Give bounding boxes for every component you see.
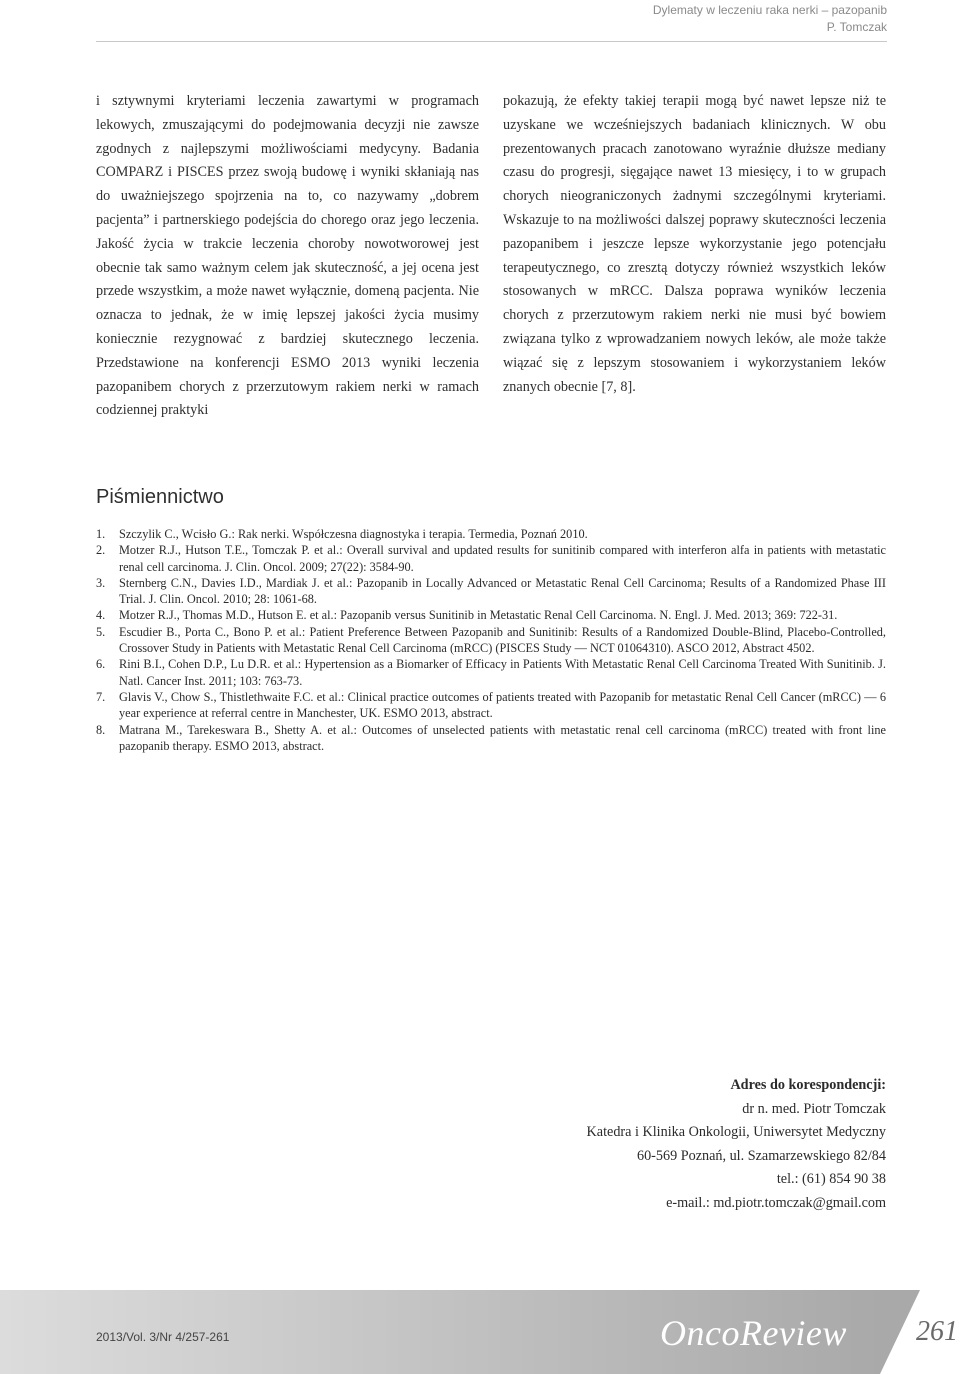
reference-number: 5. xyxy=(96,624,106,639)
reference-text: Sternberg C.N., Davies I.D., Mardiak J. et al.: Pazopanib in Locally Advanced or Metastatic Renal Cell Carcinoma; Results of a Randomized Phase III Trial. J. Clin. Oncol. 2010; 28: 1061-68. xyxy=(119,575,886,607)
header-divider xyxy=(96,41,887,42)
reference-item xyxy=(96,542,886,575)
reference-text: Matrana M., Tarekeswara B., Shetty A. et al.: Outcomes of unselected patients with metastatic renal cell carcinoma (mRCC) treated with front line pazopanib therapy. ESMO 2013, abstract. xyxy=(119,722,886,753)
footer-issue: 2013/Vol. 3/Nr 4/257-261 xyxy=(96,1330,230,1344)
reference-text: Motzer R.J., Thomas M.D., Hutson E. et al.: Pazopanib versus Sunitinib in Metastatic Renal Cell Carcinoma. N. Engl. J. Med. 2013; 369: 722-31. xyxy=(119,608,838,623)
references-heading: Piśmiennictwo xyxy=(96,486,224,508)
reference-item xyxy=(96,526,886,542)
reference-text: Rini B.I., Cohen D.P., Lu D.R. et al.: Hypertension as a Biomarker of Efficacy in Patients With Metastatic Renal Cell Carcinoma Treated With Sunitinib. J. Natl. Cancer Inst. 2011; 103: 763-73. xyxy=(119,657,886,688)
body-column-left: i sztywnymi kryteriami leczenia zawartymi w programach lekowych, zmuszającymi do podejmowania decyzji nie zawsze zgodnych z najlepszymi możliwościami medycyny. Badania COMPARZ i PISCES przez swoją budowę i wyniki skłaniają nas do uważniejszego spojrzenia na to, co nazywamy „dobrem pacjenta” i partnerskiego podejścia do chorego oraz jego leczenia. Jakość życia w trakcie leczenia choroby nowotworowej jest obecnie tak samo ważnym celem jak skuteczność, a jej ocena jest przede wszystkim, a może nawet wyłącznie, domeną pacjenta. Nie oznacza to jednak, że w imię lepszej jakości życia musimy koniecznie rezygnować z bardziej skutecznego leczenia. Przedstawione na konferencji ESMO 2013 wyniki leczenia pazopanibem chorych z przerzutowym rakiem nerki w ramach codziennej praktyki xyxy=(96,93,479,419)
running-header-author: P. Tomczak xyxy=(826,20,887,34)
reference-text: Escudier B., Porta C., Bono P. et al.: Patient Preference Between Pazopanib and Sunitinib: Results of a Randomized Double-Blind, Placebo-Controlled, Crossover Study in Patients with Metastatic Renal Cell Carcinoma (mRCC) (PISCES Study — NCT 01064310). ASCO 2012, Abstract 4502. xyxy=(119,624,886,656)
correspondence-phone: tel.: (61) 854 90 38 xyxy=(776,1171,886,1187)
reference-item xyxy=(96,624,886,657)
reference-text: Szczylik C., Wcisło G.: Rak nerki. Współczesna diagnostyka i terapia. Termedia, Poznań 2010. xyxy=(119,527,588,541)
correspondence-affiliation: Katedra i Klinika Onkologii, Uniwersytet Medyczny xyxy=(586,1124,886,1140)
reference-item xyxy=(96,575,886,608)
reference-text: Glavis V., Chow S., Thistlethwaite F.C. et al.: Clinical practice outcomes of patients treated with Pazopanib for metastatic Renal Cell Cancer (mRCC) — 6 year experience at referral centre in Manchester, UK. ESMO 2013, abstract. xyxy=(119,689,886,721)
body-column-right: pokazują, że efekty takiej terapii mogą być nawet lepsze niż te uzyskane we wcześniejszych badaniach klinicznych. W obu prezentowanych pracach zanotowano wyraźnie dłuższe mediany czasu do progresji, sięgające nawet 13 miesięcy, i to w grupach chorych nieograniczonych żadnymi szczególnymi kryteriami. Wskazuje to na możliwości dalszej poprawy skuteczności leczenia pazopanibem i jeszcze lepsze wykorzystanie jego potencjału terapeutycznego, co zresztą dotyczy również wszystkich leków stosowanych w mRCC. Dalsza poprawa wyników leczenia chorych z przerzutowym rakiem nerki nie musi być bowiem związana tylko z wprowadzaniem nowych leków, ale może także wiązać się z lepszym stosowaniem i wykorzystaniem leków znanych obecnie [7, 8]. xyxy=(503,93,886,395)
running-header xyxy=(653,2,887,36)
reference-number: 3. xyxy=(96,575,106,590)
correspondence-address xyxy=(587,1074,886,1215)
reference-item xyxy=(96,656,886,689)
reference-text: Motzer R.J., Hutson T.E., Tomczak P. et al.: Overall survival and updated results for sunitinib compared with interferon alfa in patients with metastatic renal cell carcinoma. J. Clin. Oncol. 2009; 27(22): 3584-90. xyxy=(119,543,886,574)
reference-number: 1. xyxy=(96,527,106,541)
reference-number: 6. xyxy=(96,657,106,672)
correspondence-street: 60-569 Poznań, ul. Szamarzewskiego 82/84 xyxy=(636,1147,886,1164)
reference-item xyxy=(96,607,886,623)
reference-item xyxy=(96,689,886,722)
page-number: 261 xyxy=(916,1316,958,1347)
reference-item xyxy=(96,722,886,755)
correspondence-email: e-mail.: md.piotr.tomczak@gmail.com xyxy=(666,1194,886,1211)
reference-number: 8. xyxy=(96,722,106,737)
correspondence-title: Adres do korespondencji: xyxy=(730,1077,886,1093)
reference-number: 4. xyxy=(96,608,106,623)
journal-logo: OncoReview xyxy=(660,1313,847,1353)
correspondence-name: dr n. med. Piotr Tomczak xyxy=(742,1100,886,1117)
running-header-title: Dylematy w leczeniu raka nerki – pazopanib xyxy=(652,3,887,17)
references-list xyxy=(96,526,886,754)
reference-number: 7. xyxy=(96,689,106,704)
reference-number: 2. xyxy=(96,543,106,558)
